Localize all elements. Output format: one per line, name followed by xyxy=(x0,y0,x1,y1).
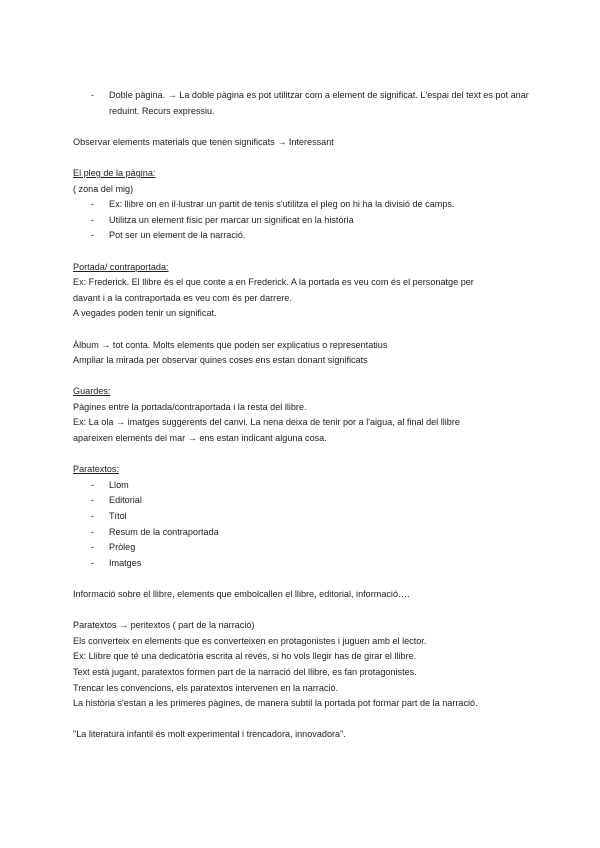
pleg-heading: El pleg de la pàgina: xyxy=(73,167,156,178)
list-item: - Pròleg xyxy=(91,540,533,556)
paragraph-line: apareixen elements del mar → ens estan indicant alguna cosa. xyxy=(73,433,327,444)
paragraph-line: Ex: Llibre que té una dedicatòria escrita al revés, si ho vols llegir has de girar el llibre. xyxy=(73,651,417,662)
list-item: - Imatges xyxy=(91,556,533,572)
list-item: - Ex: llibre on en il·lustrar un partit de tenis s'utilitza el pleg on hi ha la divisió de camps. xyxy=(91,197,533,213)
paragraph-line: Ampliar la mirada per observar quines coses ens estan donant significats xyxy=(73,355,368,366)
portada-heading: Portada/ contraportada: xyxy=(73,261,169,272)
paragraph-line: A vegades poden tenir un significat. xyxy=(73,308,217,319)
observar-text: Observar elements materials que tenen significats → Interessant xyxy=(73,136,334,147)
paragraph-line: Pàgines entre la portada/contraportada i la resta del llibre. xyxy=(73,401,307,412)
document-page xyxy=(73,88,533,743)
quote-text: "La literatura infantil és molt experimental i trencadora, innovadora". xyxy=(73,729,346,740)
paragraph-line: Text està jugant, paratextos formen part de la narració del llibre, es fan protagonistes. xyxy=(73,666,417,677)
paragraph-line: Ex: La ola → imatges suggerents del canvi. La nena deixa de tenir por a l'aigua, al final del llibre xyxy=(73,417,460,428)
list-item: - Utilitza un element físic per marcar un significat en la història xyxy=(91,213,533,229)
list-item: - Pot ser un element de la narració. xyxy=(91,228,533,244)
paragraph-line: La història s'estan a les primeres pàgines, de manera subtil la portada pot formar part de la narració. xyxy=(73,698,478,709)
pleg-list xyxy=(73,197,533,244)
paragraph-line: Àlbum → tot conta. Molts elements que poden ser explicatius o representatius xyxy=(73,339,388,350)
list-item: - Llom xyxy=(91,478,533,494)
paragraph-line: Ex: Frederick. El llibre és el que conte a en Frederick. A la portada es veu com és el personatge per xyxy=(73,277,474,288)
list-item: - Resum de la contraportada xyxy=(91,525,533,541)
paratextos-heading: Paratextos: xyxy=(73,464,119,475)
paragraph-line: davant i a la contraportada es veu com és per darrere. xyxy=(73,292,292,303)
guardes-heading: Guardes: xyxy=(73,386,111,397)
top-dash-list xyxy=(73,88,533,119)
informacio-text: Informació sobre el llibre, elements que embolcallen el llibre, editorial, informació…. xyxy=(73,589,410,599)
list-item: - Títol xyxy=(91,509,533,525)
paratextos-list xyxy=(73,478,533,572)
paragraph-line: Els converteix en elements que es converteixen en protagonistes i juguen amb el lector. xyxy=(73,635,427,646)
pleg-subheading: ( zona del mig) xyxy=(73,183,134,194)
paragraph-line: Trencar les convencions, els paratextos intervenen en la narració. xyxy=(73,682,339,693)
list-item-doble-pagina: - Doble pàgina. → La doble pàgina es pot utilitzar com a element de significat. L'espai del text es pot anar reduint. Recurs expressiu. xyxy=(91,88,531,119)
paragraph-line: Paratextos → peritextos ( part de la narració) xyxy=(73,620,255,631)
list-item: - Editorial xyxy=(91,493,533,509)
